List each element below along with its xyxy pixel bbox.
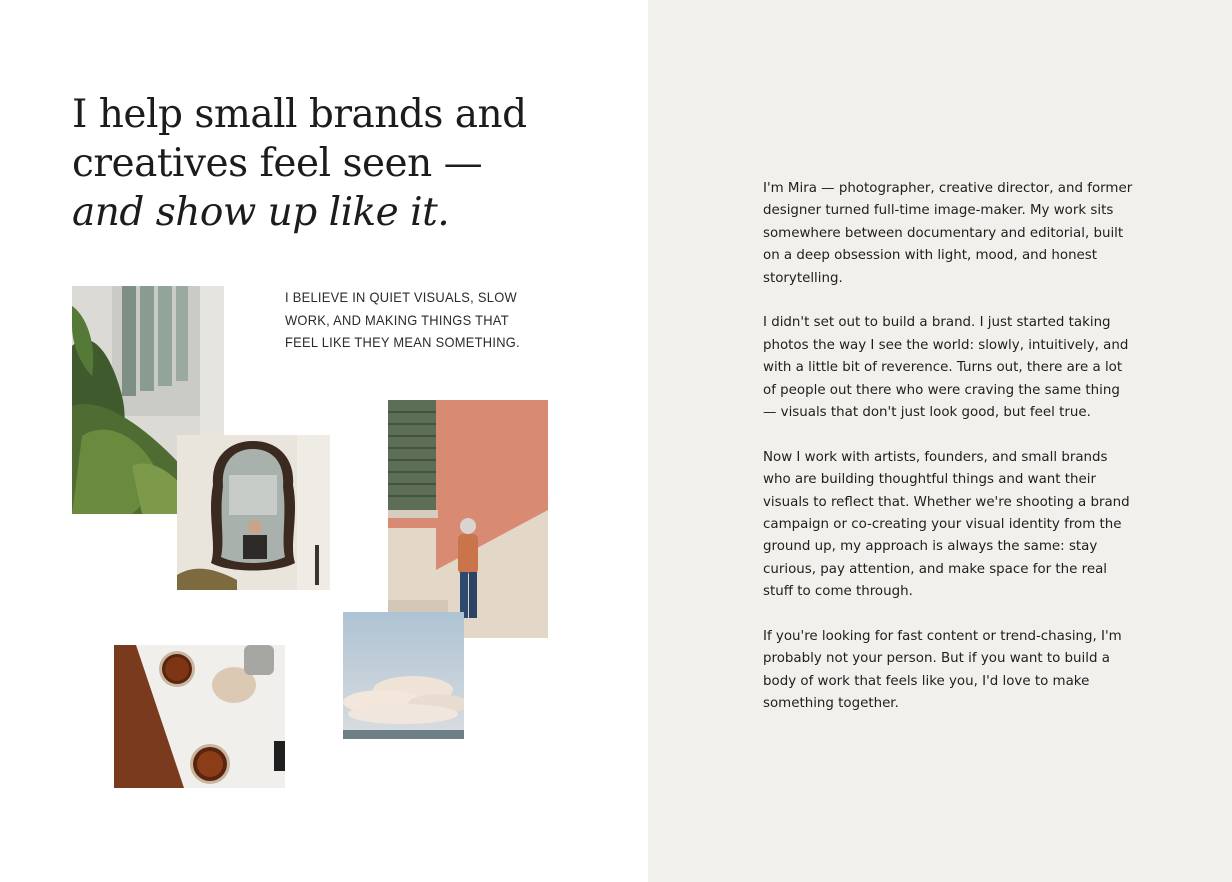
about-paragraph: Now I work with artists, founders, and small brands who are building thoughtful things and want their visuals to reflect that. Whether we're shooting a brand campaign or co-creating your visual identity from the ground up, my approach is always the same: stay curious, pay attention, and make space for the real stuff to come through. xyxy=(763,449,1130,600)
tagline: I BELIEVE IN QUIET VISUALS, SLOW WORK, AND MAKING THINGS THAT FEEL LIKE THEY MEAN SOMETHING. xyxy=(285,289,520,350)
headline-regular: I help small brands and creatives feel seen — xyxy=(72,92,527,186)
about-paragraph: If you're looking for fast content or trend-chasing, I'm probably not your person. But if you want to build a body of work that feels like you, I'd love to make something together. xyxy=(763,629,1122,712)
mirror-photo xyxy=(177,435,330,590)
headline-italic: and show up like it. xyxy=(72,190,450,235)
terracotta-wall-photo xyxy=(388,400,548,638)
about-paragraph: I didn't set out to build a brand. I just started taking photos the way I see the world: slowly, intuitively, and with a little bit of reverence. Turns out, there are a lot of people out there who were craving the same thing — visuals that don't just look good, but feel true. xyxy=(763,315,1129,421)
page-headline xyxy=(72,90,542,237)
about-paragraph: I'm Mira — photographer, creative director, and former designer turned full-time image-maker. My work sits somewhere between documentary and editorial, built on a deep obsession with light, mood, and honest storytelling. xyxy=(763,181,1133,286)
about-panel xyxy=(648,0,1232,882)
sky-photo xyxy=(343,612,464,739)
coffee-photo xyxy=(114,645,285,788)
about-text xyxy=(763,178,1135,738)
